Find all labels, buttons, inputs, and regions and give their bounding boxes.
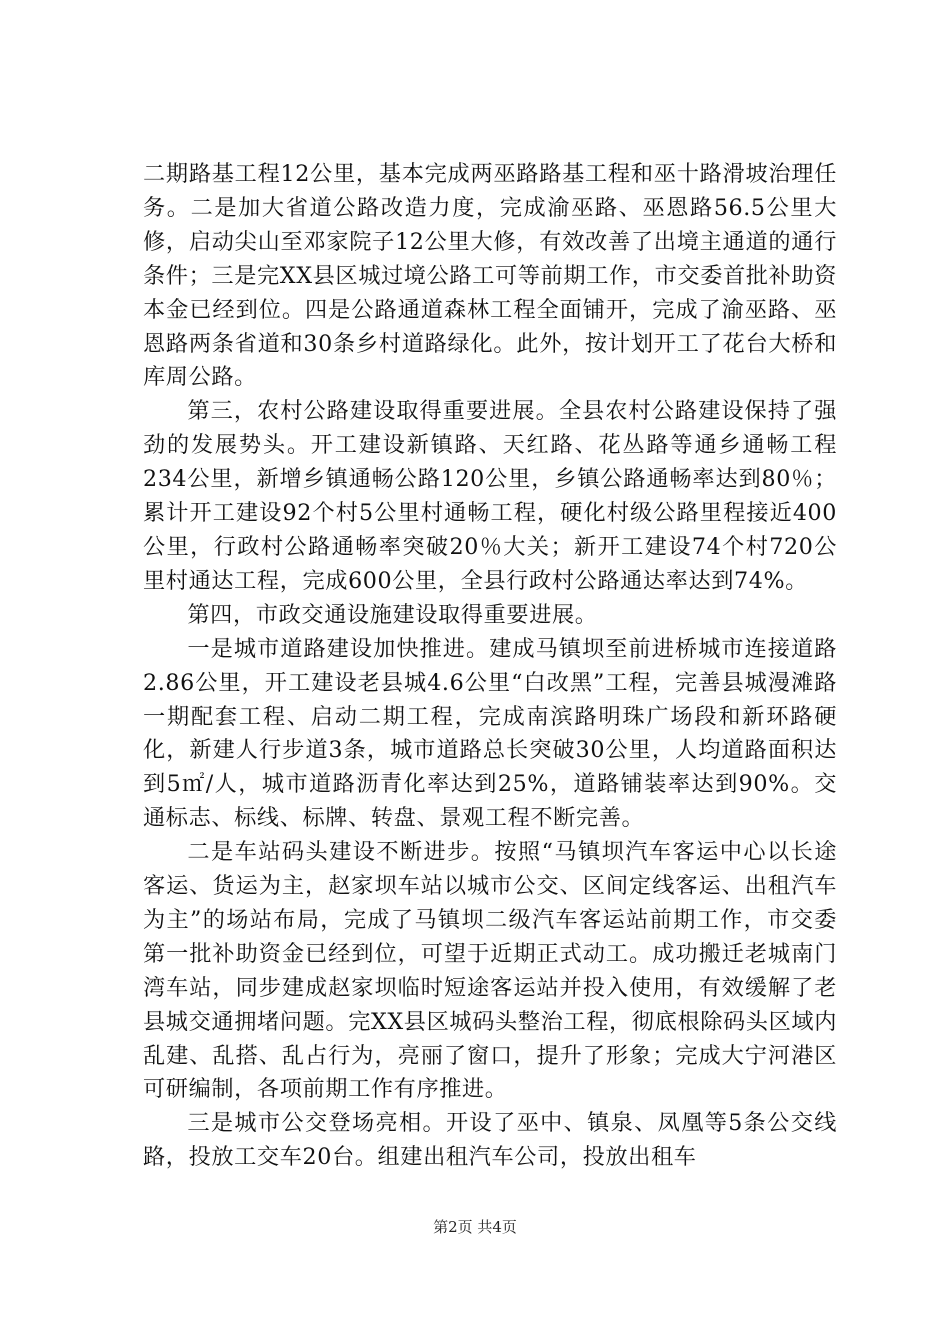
page-footer: 第2页 共4页 (433, 1218, 517, 1236)
paragraph-5: 二是车站码头建设不断进步。按照“马镇坝汽车客运中心以长途客运、货运为主，赵家坝车站以城市公交、区间定线客运、出租汽车为主”的场站布局，完成了马镇坝二级汽车客运站前期工作，市交委第一批补助资金已经到位，可望于近期正式动工。成功搬迁老城南门湾车站，同步建成赵家坝临时短途客运站并投入使用，有效缓解了老县城交通拥堵问题。完XX县区城码头整治工程，彻底根除码头区域内乱建、乱搭、乱占行为，亮丽了窗口，提升了形象；完成大宁河港区可研编制，各项前期工作有序推进。 (143, 839, 837, 1103)
paragraph-3: 第四，市政交通设施建设取得重要进展。 (187, 601, 598, 628)
paragraph-6: 三是城市公交登场亮相。开设了巫中、镇泉、凤凰等5条公交线路，投放工交车20台。组建出租汽车公司，投放出租车 (143, 1110, 837, 1171)
paragraph-2: 第三，农村公路建设取得重要进展。全县农村公路建设保持了强劲的发展势头。开工建设新镇路、天红路、花丛路等通乡通畅工程234公里，新增乡镇通畅公路120公里，乡镇公路通畅率达到80％；累计开工建设92个村5公里村通畅工程，硬化村级公路里程接近400公里，行政村公路通畅率突破20％大关；新开工建设74个村720公里村通达工程，完成600公里，全县行政村公路通达率达到74%。 (143, 398, 837, 594)
paragraph-1: 二期路基工程12公里，基本完成两巫路路基工程和巫十路滑坡治理任务。二是加大省道公路改造力度，完成渝巫路、巫恩路56.5公里大修，启动尖山至邓家院子12公里大修，有效改善了出境主通道的通行条件；三是完XX县区城过境公路工可等前期工作，市交委首批补助资本金已经到位。四是公路通道森林工程全面铺开，完成了渝巫路、巫恩路两条省道和30条乡村道路绿化。此外，按计划开工了花台大桥和库周公路。 (143, 161, 837, 391)
body-text (143, 158, 837, 1175)
paragraph-4: 一是城市道路建设加快推进。建成马镇坝至前进桥城市连接道路2.86公里，开工建设老县城4.6公里“白改黑”工程，完善县城漫滩路一期配套工程、启动二期工程，完成南滨路明珠广场段和新环路硬化，新建人行步道3条，城市道路总长突破30公里，人均道路面积达到5㎡/人，城市道路沥青化率达到25%，道路铺装率达到90%。交通标志、标线、标牌、转盘、景观工程不断完善。 (143, 635, 837, 832)
